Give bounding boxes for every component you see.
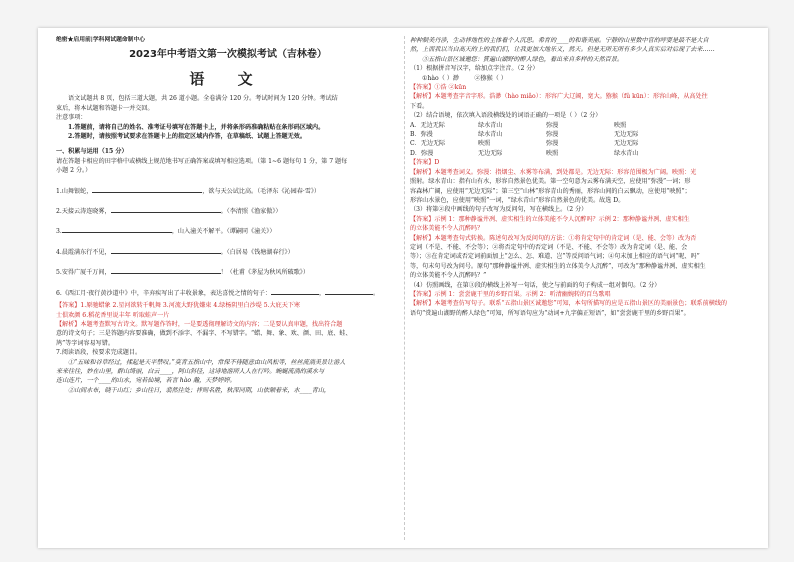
passage-line-2: 来来往往，妙在山里，群山绮丽，白云____，阿山斜径，这诗地游所人人在行吟。蜿蜒流淌的溪水与 [56,367,325,375]
explanation-sub-2: 【解析】本题考查词义。弥漫：指烟尘、水雾等布满，到处都是。无边无际：形容范围极为广阔。映照：光 [410,168,697,176]
passage-line-3: 连山连片，一个____的山水，宛若仙境，若言 hào 瀚，天梦婷婷。 [56,377,236,385]
question-1: 1.山舞银蛇， ，欲与天公试比高。（毛泽东《沁园春·雪》） [56,185,400,196]
right-column [410,28,756,548]
subquestion-4: （4）仿照画线，在第③段的横线上补写一句话，使之与前面的句子构成一组对偶句。（2 分） [410,281,661,289]
answer-blank[interactable] [62,225,172,233]
subquestion-2: （2）结合语境，依次填入语段横线处的词语正确的一项是（ ）（2 分） [410,112,602,120]
answer-sub-4: 【答案】示例 1：尝尝鹿干里的乡野百果。示例 2：听清幽婉转的百鸟歌唱 [410,290,611,298]
question-4: 4.晨霞满东行不见， 。（白居易《钱塘湖春行》） [56,246,400,257]
answer-sub-3-cont: 的立体美能不令人沉醉吗？ [410,225,484,233]
section-1-instructions: 请在答题卡相应的田字格中或横线上规范地书写正确答案或填写相应选项。（第 1~6 题每句 1 分，第 7 题每 [56,157,348,165]
explanation-sub-3-b: 定词（不是、不能、不会等）；②将否定句中的否定词（不是、不能、不会等）改为肯定词（是、能、会 [410,243,688,251]
left-column [56,28,400,548]
answer-1-6-cont: 士俱欢颜 6.稻花香里说丰年 听取蛙声一片 [56,311,170,319]
column-divider [404,36,405,540]
subject-title: 语 文 [189,70,267,89]
passage-cont-1: 种种制美丹涉，生动祥地性的主体看个人沉思。希育的____的和谐美丽。宁静的山里数中官的呼要是最不是大自 [410,37,709,44]
explanation-sub-3-d: 等，句末句号改为问号。原句“那种静谧井冽、虚实相生的立体美令人沉醉”，可改为“那种静谧井冽、虚实相生 [410,262,706,270]
answer-sub-2: 【答案】D [410,159,440,167]
section-1-instructions-2: 小题 2 分。） [56,167,92,175]
explanation-sub-2-c: 容森林广阔，应使用“无边无际”；第三空“山林”形容青山的秀丽，形容山间的白云飘动，应使用“映照”； [410,187,691,195]
answer-blank[interactable] [111,205,221,213]
subquestion-3: （3）将第②段中画线的句子改写为反问句，写在横线上。（2 分） [410,206,588,214]
answer-blank[interactable] [325,287,373,295]
passage-cont-2: 然，上而我以当白高天的上的我们们，让我更加大地乐义，然天。但是无所无所有多少人真实后对后现了去来…… [410,46,715,54]
answer-sub-1: 【答案】①浩 ②kūn [410,84,467,92]
exam-title: 2023年中考语文第一次模拟考试（吉林卷） [129,49,327,61]
explanation-sub-2-d: 形容山水景色，应使用“映照”一词，“绿水青山”形容自然景色的优美。故选 D。 [410,196,625,204]
explanation-sub-4: 【解析】本题考查仿写句子。联系“五指山景区诚邀您”可知，本句所描写的应是五指山景区的美丽景色；联系前横线的 [410,300,728,308]
notes-intro-2: 束后，将本试题和答题卡一并交回。 [56,104,154,112]
passage-cont-3: ③五指山景区诚邀您：賞遍山湖野的醉人绿色，看出来自多样的天然百景。 [422,55,624,63]
explanation-sub-1: 【解析】本题考查字音字形。浩渺（hào miǎo）：形容广大辽阔，宽大。猕猴（fǔ kūn）：形容山峰，从高处往 [410,93,708,101]
explanation-sub-3-c: 等）；③在肯定词或否定词前面加上“怎么、怎、难道、岂”等反问语气词；④句末加上相应的语气词“呢、吗” [410,253,700,261]
option-b[interactable]: B．弥漫 绿水青山 弥漫 无边无际 [410,131,639,139]
answer-blank[interactable] [111,246,221,254]
explanation-sub-3: 【解析】本题考查句式转换。陈述句改写为反问句的方法：①将肯定句中的肯定词（是、能、会等）改为否 [410,234,697,242]
answer-1-6: 【答案】1.原驰蜡象 2.星河欲转千帆舞 3.河流大野犹嫌束 4.绿杨阴里白沙堤 5.大庇天下寒 [56,302,301,310]
answer-blank[interactable] [92,185,202,193]
subquestion-1: （1）根据拼音写汉字，给加点字注音。（2 分） [410,65,539,73]
question-5: 5.安得广厦千万间， ！（杜甫《茅屋为秋风所破歌》） [56,266,400,277]
answer-blank[interactable] [271,287,319,295]
exam-sheet [38,28,768,548]
explanation-1-6-end: 鸠”等字词容易写错。 [56,339,114,347]
secret-label: 绝密★启用前|学科网试题命制中心 [56,37,146,43]
note-1: 1.答题前，请将自己的姓名、准考证号填写在答题卡上，并将条形码准确粘贴在条形码区域内。 [68,123,325,131]
passage-line-4: ②山间水布，晓千山红；乡山往日，翡然往处；祥则名胜，秋深同期，山依顺着来，水____青山， [68,386,331,394]
answer-sub-3: 【答案】示例 1：那种静谧井冽、虚实相生的立体美能不令人沉醉吗？示例 2：那种静谧井冽、虚实相生 [410,215,690,223]
note-2: 2.答题时，请按照考试要求在答题卡上的指定区域内作答，在草稿纸、试题上答题无效。 [68,133,306,141]
explanation-1-6: 【解析】本题考查默写古诗文。默写题作答时，一是要透彻理解诗文的内容；二是要认真审题，找出符合题 [56,320,343,328]
subquestion-1-items: ①hào（ ）渺 ②猕猴（ ） [422,74,507,82]
question-2: 2.天接云涛连晓雾， 。（李清照《渔家傲》） [56,205,400,216]
passage-line-1: ①“五味和谷草经过，揉起是天平禁叹。”莫青五指山中，常保不待随意由山风松等，丝丝流淌美景让游人 [68,358,346,366]
question-3: 3. ，山入潼关不解平。（谭嗣同《潼关》） [56,225,400,236]
explanation-sub-3-e: 的立体美能不令人沉醉吗？” [410,272,487,280]
explanation-sub-1-end: 下看。 [410,102,429,110]
explanation-1-6-cont: 意的诗文句子；三是答题内容要准确，做到不添字、不漏字、不写错字。“蜡、舞、象、欢、颜、田、底、蛙、 [56,330,352,338]
answer-blank[interactable] [111,266,221,274]
option-c[interactable]: C．无边无际 映照 弥漫 无边无际 [410,140,639,148]
option-a[interactable]: A．无边无际 绿水青山 弥漫 映照 [410,121,627,129]
section-1-heading: 一、积累与运用（15 分） [56,148,128,156]
explanation-sub-4-b: 语句“赏遍山湖野的醉人绿色”可知，所写语句应为“动词+九字偏正短语”，如“尝尝鹿干里的乡野百果”。 [410,309,690,317]
question-7: 7.阅读语段，按要求完成题目。 [56,349,142,357]
question-6: 6.《西江月·夜行黄沙道中》中，辛弃疾写出了丰收景象，表达喜悦之情的句子： ， 。 [56,287,400,298]
explanation-sub-2-b: 照射。绿水青山：指有山有水，形容自然景色优美。第一空句意为云雾布满天空，应使用“弥漫”一词；形 [410,178,691,186]
option-d[interactable]: D．弥漫 无边无际 映照 绿水青山 [410,149,639,157]
notes-intro: 语文试题共 8 页，包括三道大题，共 26 道小题。全卷满分 120 分。考试时间为 120 分钟。考试结 [68,95,338,103]
notes-head: 注意事项： [56,114,87,122]
